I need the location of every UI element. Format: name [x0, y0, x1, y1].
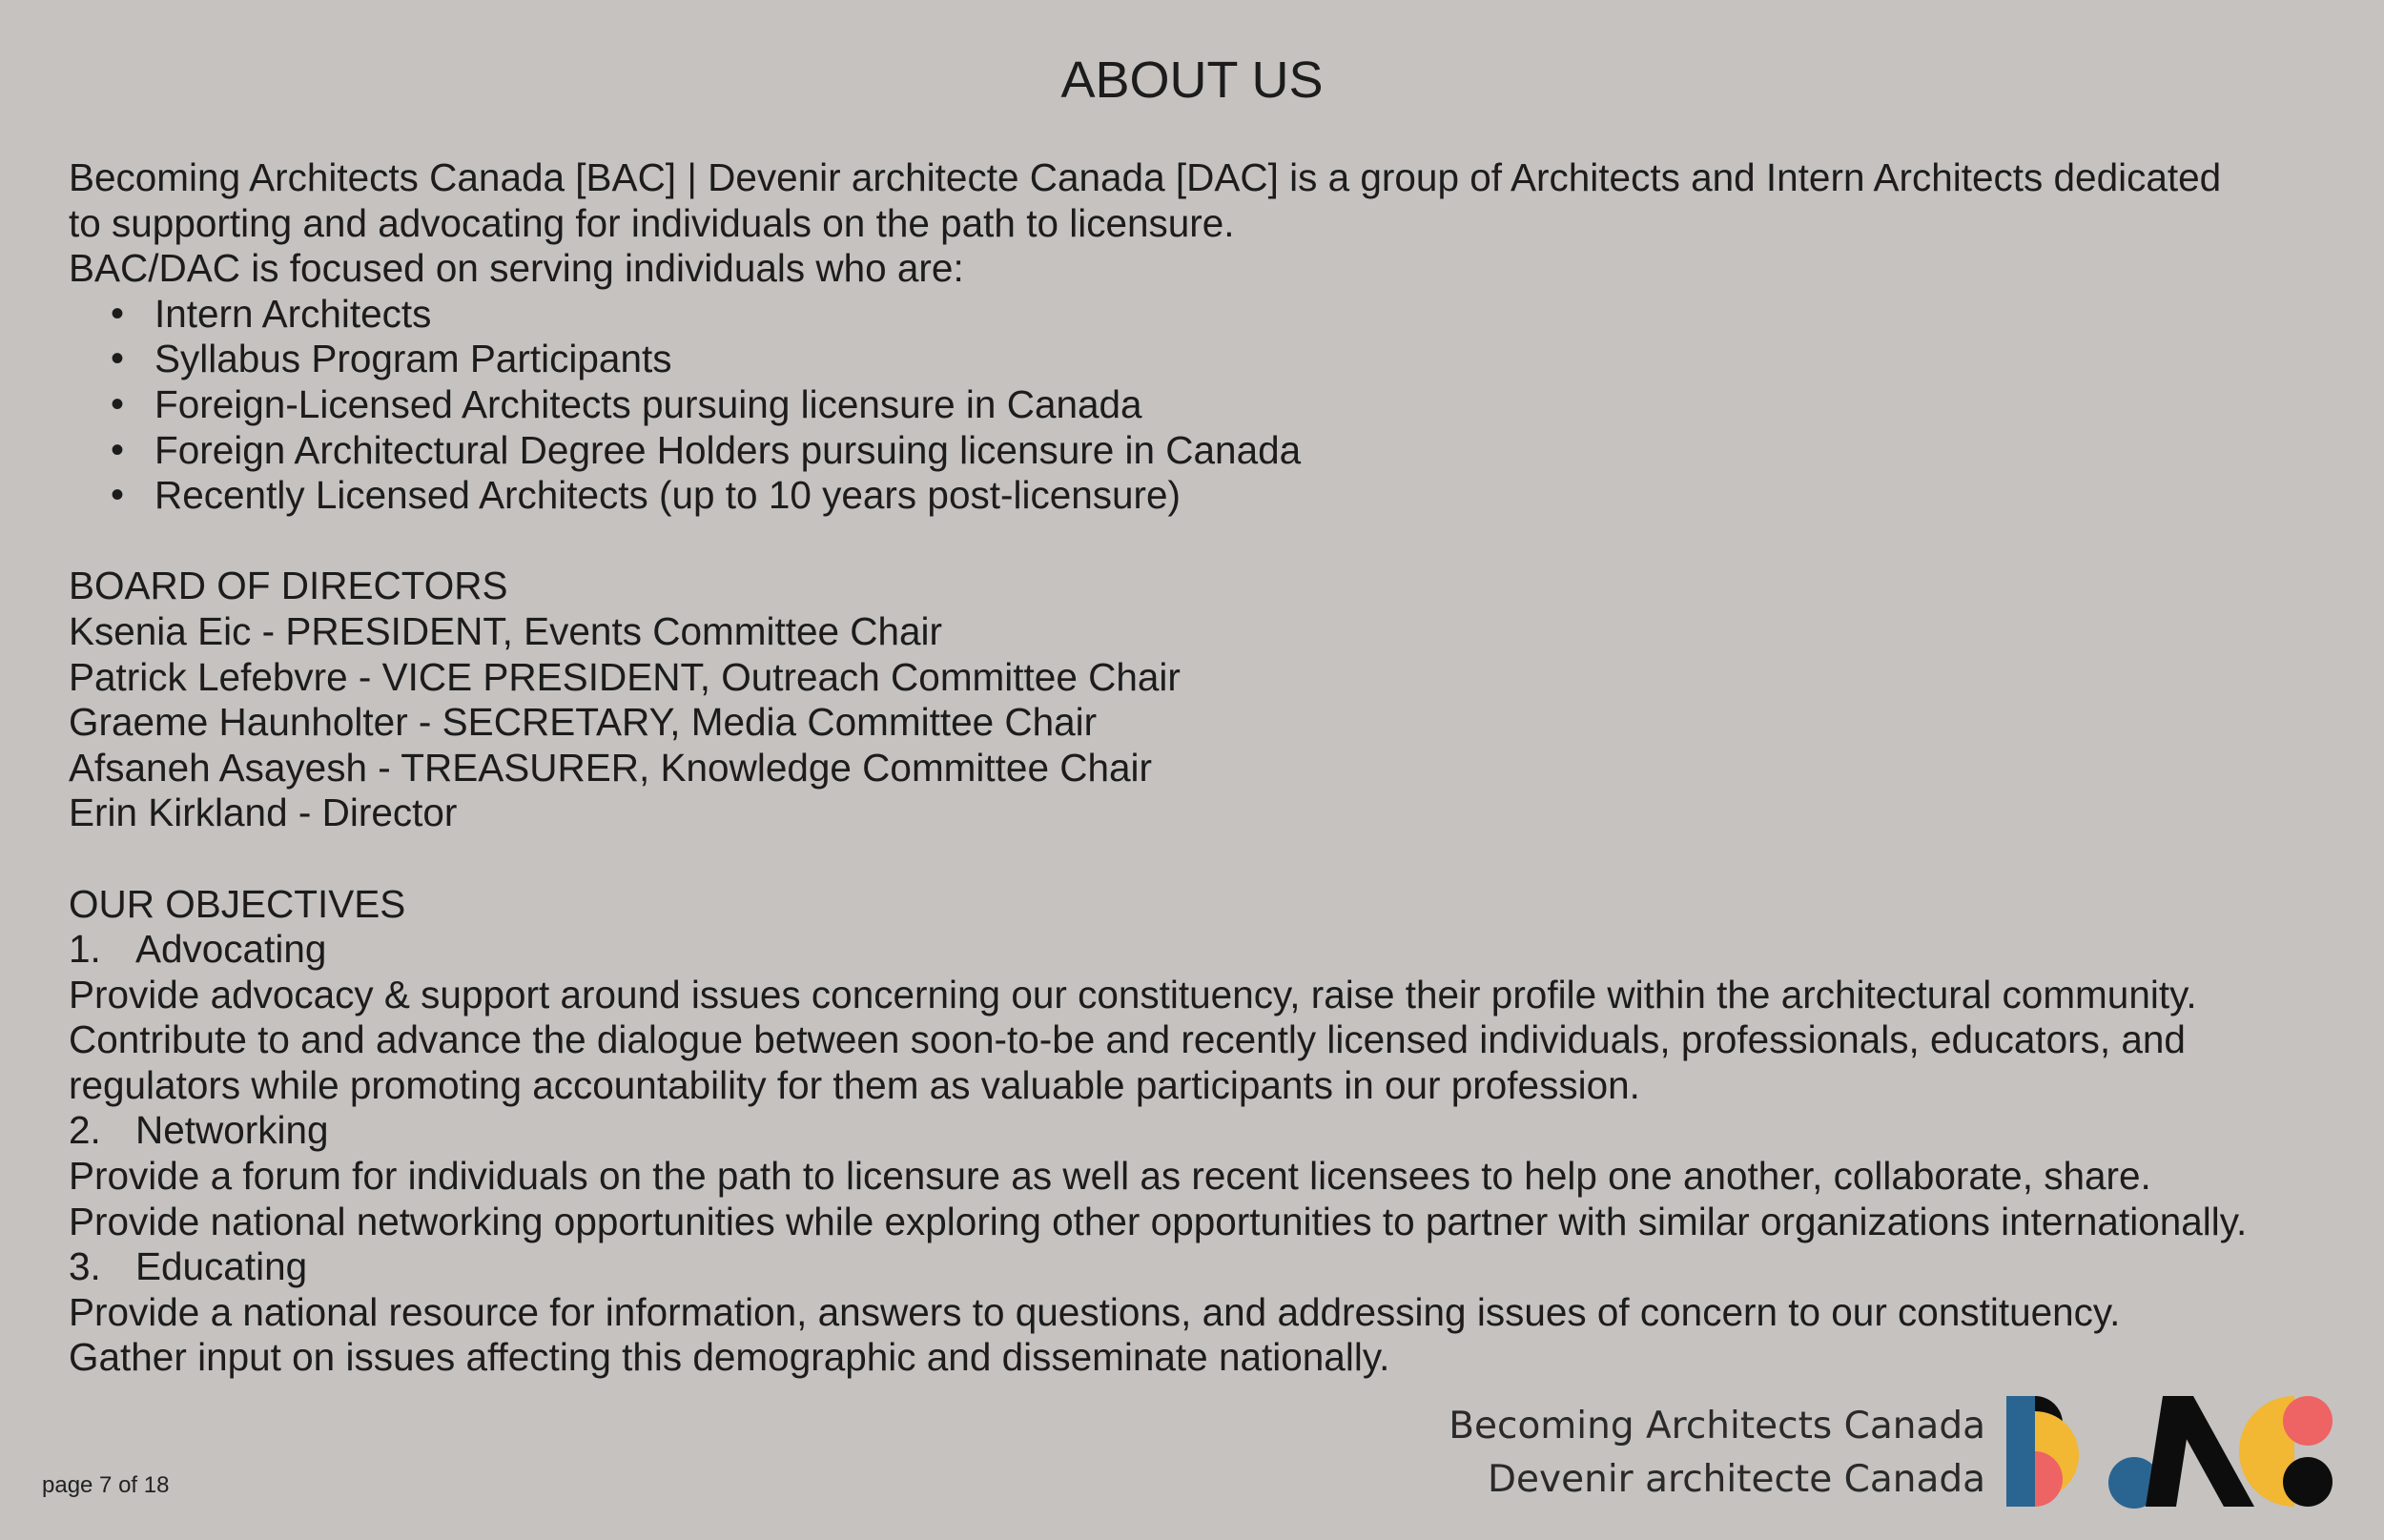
list-item: • Recently Licensed Architects (up to 10 years post-licensure) — [111, 473, 1182, 518]
logo-shape — [2283, 1457, 2333, 1507]
bullet-icon: • — [111, 474, 125, 517]
board-member: Patrick Lefebvre - VICE PRESIDENT, Outreach Committee Chair — [69, 654, 1181, 699]
objective-number: 1. — [69, 927, 101, 972]
intro-line-1: Becoming Architects Canada [BAC] | Devenir architecte Canada [DAC] is a group of Architects and Intern Architects dedicated — [69, 155, 2222, 199]
board-member: Ksenia Eic - PRESIDENT, Events Committee Chair — [69, 608, 943, 653]
objective-number: 2. — [69, 1108, 101, 1153]
bullet-icon: • — [111, 428, 125, 471]
intro-line-2: to supporting and advocating for individuals on the path to licensure. — [69, 200, 1235, 245]
logo-shape — [2146, 1396, 2193, 1507]
page-title: ABOUT US — [1060, 51, 1324, 109]
objective-text: Provide a national resource for information, answers to questions, and addressing issues of concern to our constituency. — [69, 1289, 2121, 1334]
board-member: Graeme Haunholter - SECRETARY, Media Committee Chair — [69, 700, 1098, 745]
bullet-icon: • — [111, 382, 125, 425]
board-heading: BOARD OF DIRECTORS — [69, 564, 508, 608]
objective-text: Provide advocacy & support around issues concerning our constituency, raise their profile within the architectural community. — [69, 972, 2197, 1016]
page-indicator: page 7 of 18 — [42, 1472, 170, 1498]
audience-list — [69, 292, 2338, 519]
objective-text: Provide a forum for individuals on the path to licensure as well as recent licensees to help one another, collaborate, share. — [69, 1154, 2151, 1199]
bullet-icon: • — [111, 338, 125, 380]
objective-text: Provide national networking opportunities while exploring other opportunities to partner with similar organizations internationally. — [69, 1199, 2248, 1243]
list-item: • Foreign-Licensed Architects pursuing licensure in Canada — [111, 381, 1142, 426]
page-content — [69, 155, 2338, 1381]
board-member: Erin Kirkland - Director — [69, 791, 458, 835]
brand-name — [1449, 1400, 1985, 1507]
objective-text: Contribute to and advance the dialogue between soon-to-be and recently licensed individuals, professionals, educators, and — [69, 1017, 2186, 1062]
list-item: • Foreign Architectural Degree Holders pursuing licensure in Canada — [111, 427, 1302, 472]
list-item: • Syllabus Program Participants — [111, 337, 672, 381]
logo-shape — [2006, 1396, 2035, 1507]
list-item: • Intern Architects — [111, 291, 432, 336]
focus-lead: BAC/DAC is focused on serving individuals who are: — [69, 246, 964, 291]
logo-shape — [2283, 1396, 2333, 1446]
objective-title: 3. Educating — [69, 1244, 308, 1289]
brand-line-fr: Devenir architecte Canada — [1488, 1458, 1985, 1501]
bullet-icon: • — [111, 292, 125, 335]
objectives-heading: OUR OBJECTIVES — [69, 881, 406, 926]
bac-logo-icon — [2003, 1392, 2336, 1511]
board-member: Afsaneh Asayesh - TREASURER, Knowledge Committee Chair — [69, 745, 1152, 790]
objective-title: 2. Networking — [69, 1108, 329, 1153]
objective-text: regulators while promoting accountability for them as valuable participants in our profession. — [69, 1062, 1640, 1107]
objective-text: Gather input on issues affecting this demographic and disseminate nationally. — [69, 1335, 1390, 1380]
objective-number: 3. — [69, 1244, 101, 1289]
brand-line-en: Becoming Architects Canada — [1449, 1405, 1985, 1448]
objective-title: 1. Advocating — [69, 927, 327, 972]
